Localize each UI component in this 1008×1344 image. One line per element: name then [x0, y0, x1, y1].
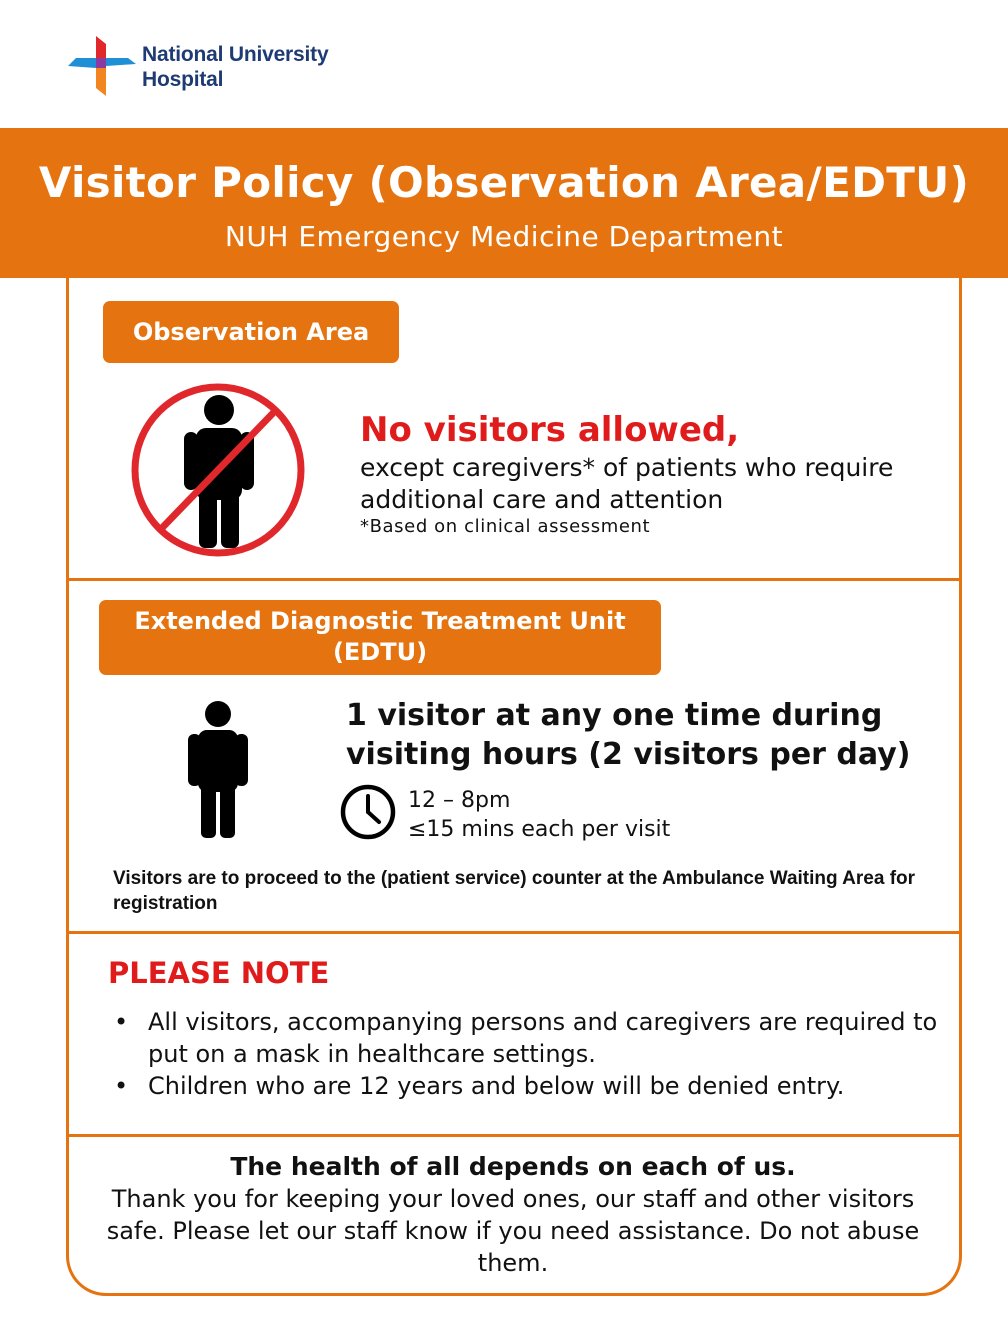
registration-instructions: Visitors are to proceed to the (patient service) counter at the Ambulance Waiting Area for registration: [113, 868, 916, 914]
page-title: Visitor Policy (Observation Area/EDTU): [38, 158, 970, 207]
footer-message: [100, 1151, 926, 1279]
observation-body: except caregivers* of patients who require additional care and attention: [360, 453, 894, 514]
edtu-label-line-1: Extended Diagnostic Treatment Unit: [134, 607, 626, 635]
edtu-label: [99, 600, 661, 675]
page-subtitle: NUH Emergency Medicine Department: [224, 220, 784, 253]
footer-headline: The health of all depends on each of us.: [230, 1152, 796, 1181]
observation-footnote: *Based on clinical assessment: [360, 516, 651, 537]
please-note-title: PLEASE NOTE: [108, 956, 330, 990]
visiting-hours-time: 12 – 8pm: [408, 788, 511, 813]
list-item: [112, 1070, 942, 1102]
person-icon: [186, 700, 250, 840]
edtu-headline: 1 visitor at any one time during visiting hours (2 visitors per day): [346, 698, 911, 772]
no-visitors-icon: [128, 380, 308, 560]
header-banner: [0, 128, 1008, 278]
list-item: [112, 1006, 942, 1070]
section-divider: [69, 578, 962, 581]
observation-headline: No visitors allowed,: [360, 410, 740, 450]
observation-area-label: Observation Area: [103, 301, 399, 363]
list-item-text: Children who are 12 years and below will be denied entry.: [148, 1072, 845, 1100]
please-note-list: [112, 1006, 942, 1102]
visit-duration: ≤15 mins each per visit: [408, 817, 671, 842]
bullet-icon: •: [114, 1072, 129, 1100]
bullet-icon: •: [114, 1008, 129, 1036]
edtu-label-line-2: (EDTU): [332, 638, 428, 666]
section-divider: [69, 931, 962, 934]
logo-line-1: National University: [142, 43, 329, 66]
logo-line-2: Hospital: [142, 68, 224, 91]
clock-icon: [340, 784, 396, 840]
list-item-text: All visitors, accompanying persons and caregivers are required to put on a mask in healthcare settings.: [148, 1008, 938, 1068]
hospital-logo: [66, 34, 336, 98]
visiting-hours: [408, 786, 670, 844]
logo-cross-icon: [66, 34, 136, 98]
logo-text: [142, 42, 328, 92]
footer-body: Thank you for keeping your loved ones, our staff and other visitors safe. Please let our staff know if you need assistance. Do not abuse them.: [106, 1185, 920, 1277]
section-divider: [69, 1134, 962, 1137]
